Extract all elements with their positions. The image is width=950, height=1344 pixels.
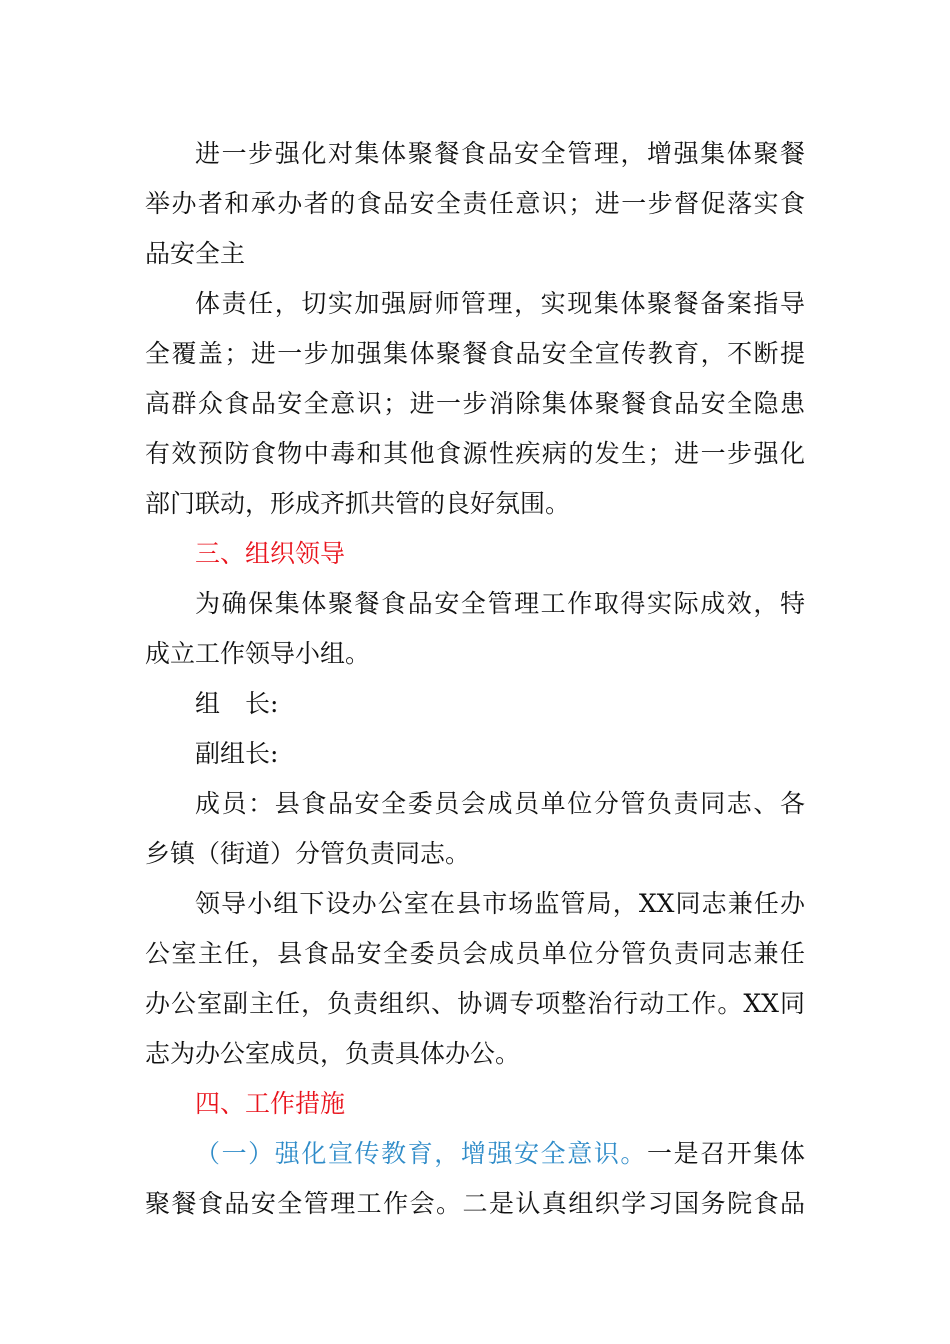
office-line-3: 办公室副主任，负责组织、协调专项整治行动工作。XX同: [145, 989, 805, 1018]
office-line-2: 公室主任，县食品安全委员会成员单位分管负责同志兼任: [145, 939, 805, 968]
paragraph-1-line-2: 举办者和承办者的食品安全责任意识；进一步督促落实食: [145, 189, 805, 218]
paragraph-1-line-1: 进一步强化对集体聚餐食品安全管理，增强集体聚餐: [195, 139, 805, 168]
deputy-leader-line: 副组长:: [195, 739, 279, 768]
office-line-1: 领导小组下设办公室在县市场监管局，XX同志兼任办: [195, 889, 805, 918]
section-heading-measures: 四、工作措施: [195, 1089, 346, 1118]
paragraph-2-line-2: 全覆盖；进一步加强集体聚餐食品安全宣传教育，不断提: [145, 339, 805, 368]
section-heading-organization: 三、组织领导: [195, 539, 346, 568]
measure-1-line-1: [195, 1139, 805, 1169]
paragraph-2-line-3: 高群众食品安全意识；进一步消除集体聚餐食品安全隐患: [145, 389, 805, 418]
paragraph-2-line-1: 体责任，切实加强厨师管理，实现集体聚餐备案指导: [195, 289, 805, 318]
measure-1-title: （一）强化宣传教育，增强安全意识。: [195, 1139, 648, 1168]
paragraph-2-line-4: 有效预防食物中毒和其他食源性疾病的发生；进一步强化: [145, 439, 805, 468]
paragraph-1-line-3: 品安全主: [145, 239, 246, 268]
members-line-1: 成员：县食品安全委员会成员单位分管负责同志、各: [195, 789, 805, 818]
paragraph-2-line-5: 部门联动，形成齐抓共管的良好氛围。: [145, 489, 571, 518]
paragraph-3-line-2: 成立工作领导小组。: [145, 639, 371, 668]
paragraph-3-line-1: 为确保集体聚餐食品安全管理工作取得实际成效，特: [195, 589, 805, 618]
members-line-2: 乡镇（街道）分管负责同志。: [145, 839, 471, 868]
measure-1-text: 一是召开集体: [647, 1139, 805, 1168]
leader-line: 组 长:: [195, 689, 279, 718]
office-line-4: 志为办公室成员，负责具体办公。: [145, 1039, 521, 1068]
measure-1-line-2: 聚餐食品安全管理工作会。二是认真组织学习国务院食品: [145, 1189, 805, 1218]
